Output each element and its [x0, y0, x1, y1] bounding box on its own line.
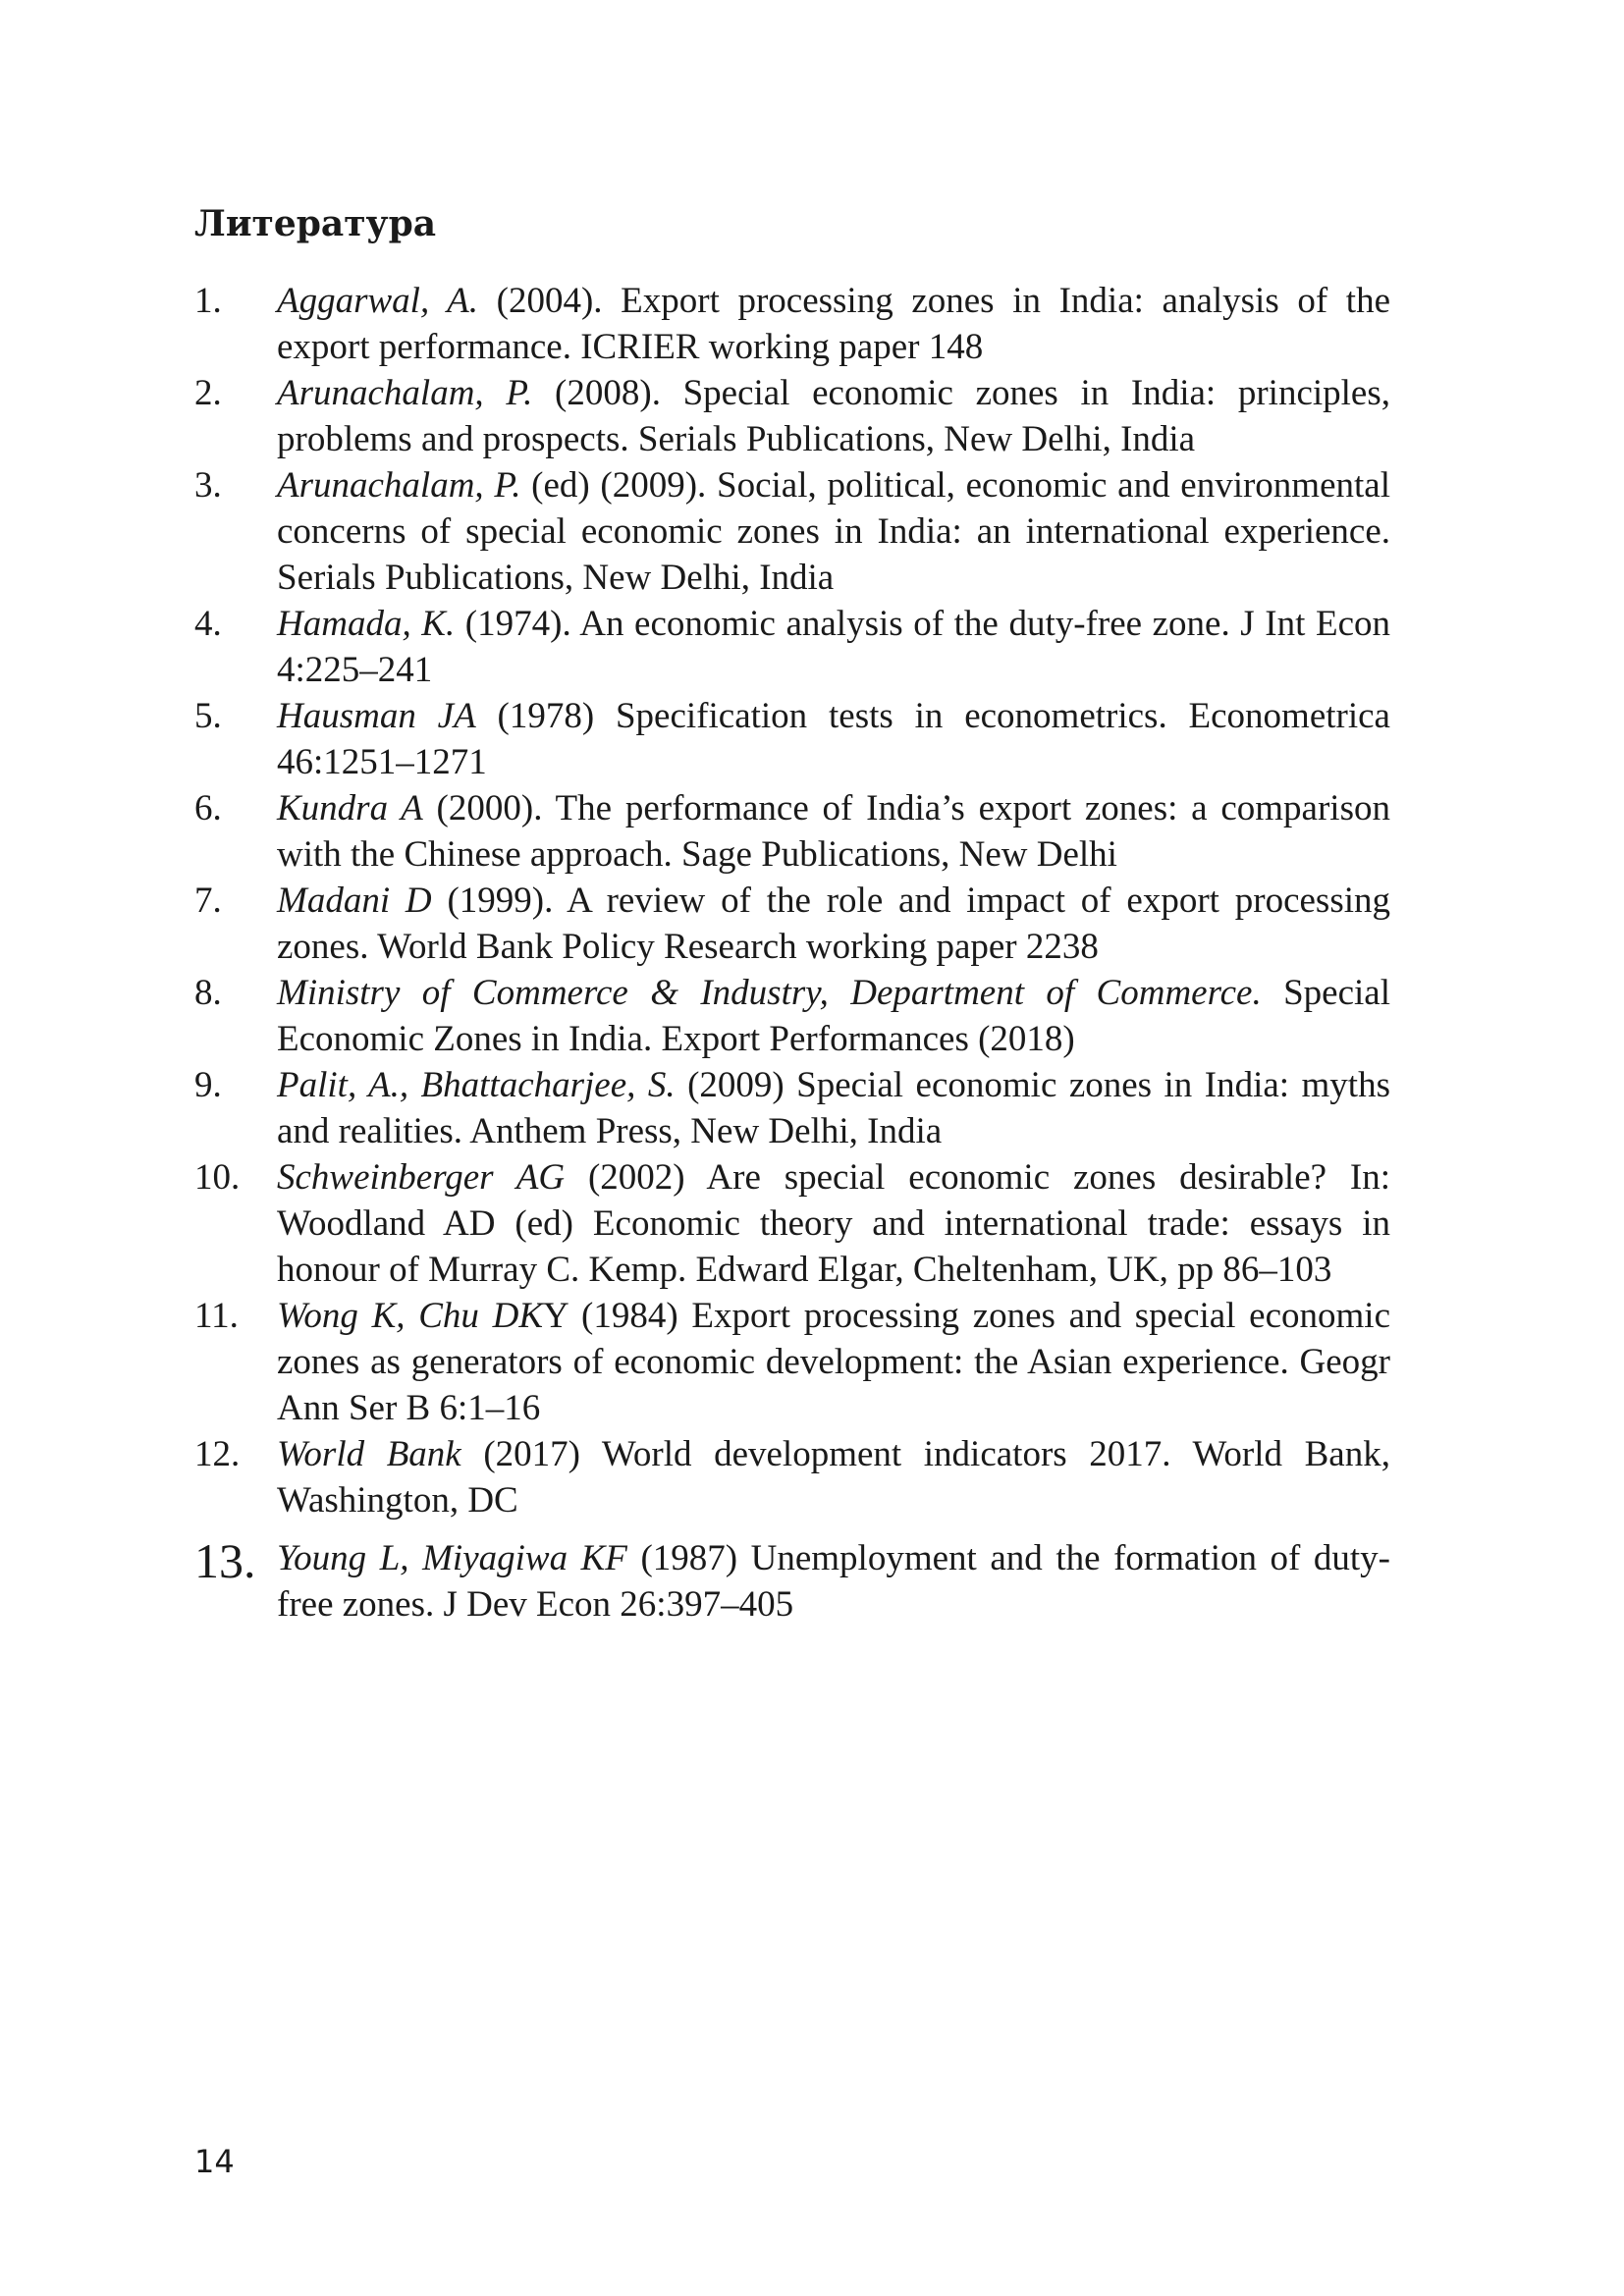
page-number: 14: [194, 2143, 235, 2180]
reference-text: (2000). The performance of India’s export zones: a comparison with the Chinese approach. Sage Publications, New Delhi: [277, 788, 1390, 875]
reference-text: (1987) Unemployment and the formation of duty-free zones. J Dev Econ 26:397–405: [277, 1538, 1390, 1625]
reference-item-5: [194, 693, 1390, 785]
reference-text: (2002) Are special economic zones desirable? In: Woodland AD (ed) Economic theory and international trade: essays in honour of Murray C. Kemp. Edward Elgar, Cheltenham, UK, pp 86–103: [277, 1157, 1390, 1290]
reference-text: (1978) Specification tests in econometrics. Econometrica 46:1251–1271: [277, 696, 1390, 782]
reference-author: Kundra A: [277, 788, 423, 828]
reference-author: Madani D: [277, 881, 432, 921]
reference-author: Aggarwal, A.: [277, 281, 479, 321]
reference-text: (ed) (2009). Social, political, economic and environmental concerns of special economic zones in India: an international experience. Serials Publications, New Delhi, India: [277, 465, 1390, 598]
reference-text: Special Economic Zones in India. Export Performances (2018): [277, 973, 1390, 1059]
reference-author: Hausman JA: [277, 696, 476, 736]
reference-number: 8.: [194, 973, 222, 1013]
reference-number: 6.: [194, 788, 222, 828]
reference-author: Arunachalam, P.: [277, 373, 533, 413]
reference-text: (1974). An economic analysis of the duty-free zone. J Int Econ 4:225–241: [277, 604, 1390, 690]
reference-number: 4.: [194, 604, 222, 644]
reference-text: (2017) World development indicators 2017. World Bank, Washington, DC: [277, 1434, 1390, 1521]
reference-number: 2.: [194, 373, 222, 413]
reference-number: 7.: [194, 881, 222, 921]
reference-item-9: [194, 1062, 1390, 1154]
reference-author: Arunachalam, P.: [277, 465, 521, 506]
reference-item-6: [194, 785, 1390, 878]
reference-item-7: [194, 878, 1390, 970]
reference-author: Wong K, Chu DK: [277, 1296, 544, 1336]
reference-author: Ministry of Commerce & Industry, Department of Commerce.: [277, 973, 1262, 1013]
reference-text: Y (1984) Export processing zones and special economic zones as generators of economic development: the Asian experience. Geogr Ann Ser B 6:1–16: [277, 1296, 1391, 1428]
reference-item-2: [194, 370, 1390, 462]
reference-number: 3.: [194, 465, 222, 506]
reference-number: 1.: [194, 281, 222, 321]
reference-item-12: [194, 1431, 1390, 1523]
reference-item-3: [194, 462, 1390, 601]
reference-number: 12.: [194, 1434, 241, 1474]
reference-author: Hamada, K.: [277, 604, 456, 644]
reference-number: 11.: [194, 1296, 239, 1336]
reference-number: 9.: [194, 1065, 222, 1105]
reference-item-13: [194, 1535, 1390, 1628]
reference-item-8: [194, 970, 1390, 1062]
reference-text: (2004). Export processing zones in India: analysis of the export performance. ICRIER working paper 148: [277, 281, 1390, 367]
reference-item-11: [194, 1293, 1390, 1431]
reference-item-4: [194, 601, 1390, 693]
reference-number: 5.: [194, 696, 222, 736]
reference-author: Schweinberger AG: [277, 1157, 566, 1198]
reference-text: (2009) Special economic zones in India: myths and realities. Anthem Press, New Delhi, India: [277, 1065, 1390, 1151]
reference-item-10: [194, 1154, 1390, 1293]
reference-list: [194, 278, 1390, 1628]
reference-author: World Bank: [277, 1434, 461, 1474]
reference-item-1: [194, 278, 1390, 370]
reference-text: (2008). Special economic zones in India: principles, problems and prospects. Serials Publications, New Delhi, India: [277, 373, 1390, 459]
reference-number: 10.: [194, 1157, 241, 1198]
reference-author: Young L, Miyagiwa KF: [277, 1538, 627, 1578]
reference-number: 13.: [194, 1533, 256, 1588]
reference-author: Palit, A., Bhattacharjee, S.: [277, 1065, 676, 1105]
reference-text: (1999). A review of the role and impact of export processing zones. World Bank Policy Research working paper 2238: [277, 881, 1391, 967]
section-heading: Литература: [194, 203, 437, 244]
